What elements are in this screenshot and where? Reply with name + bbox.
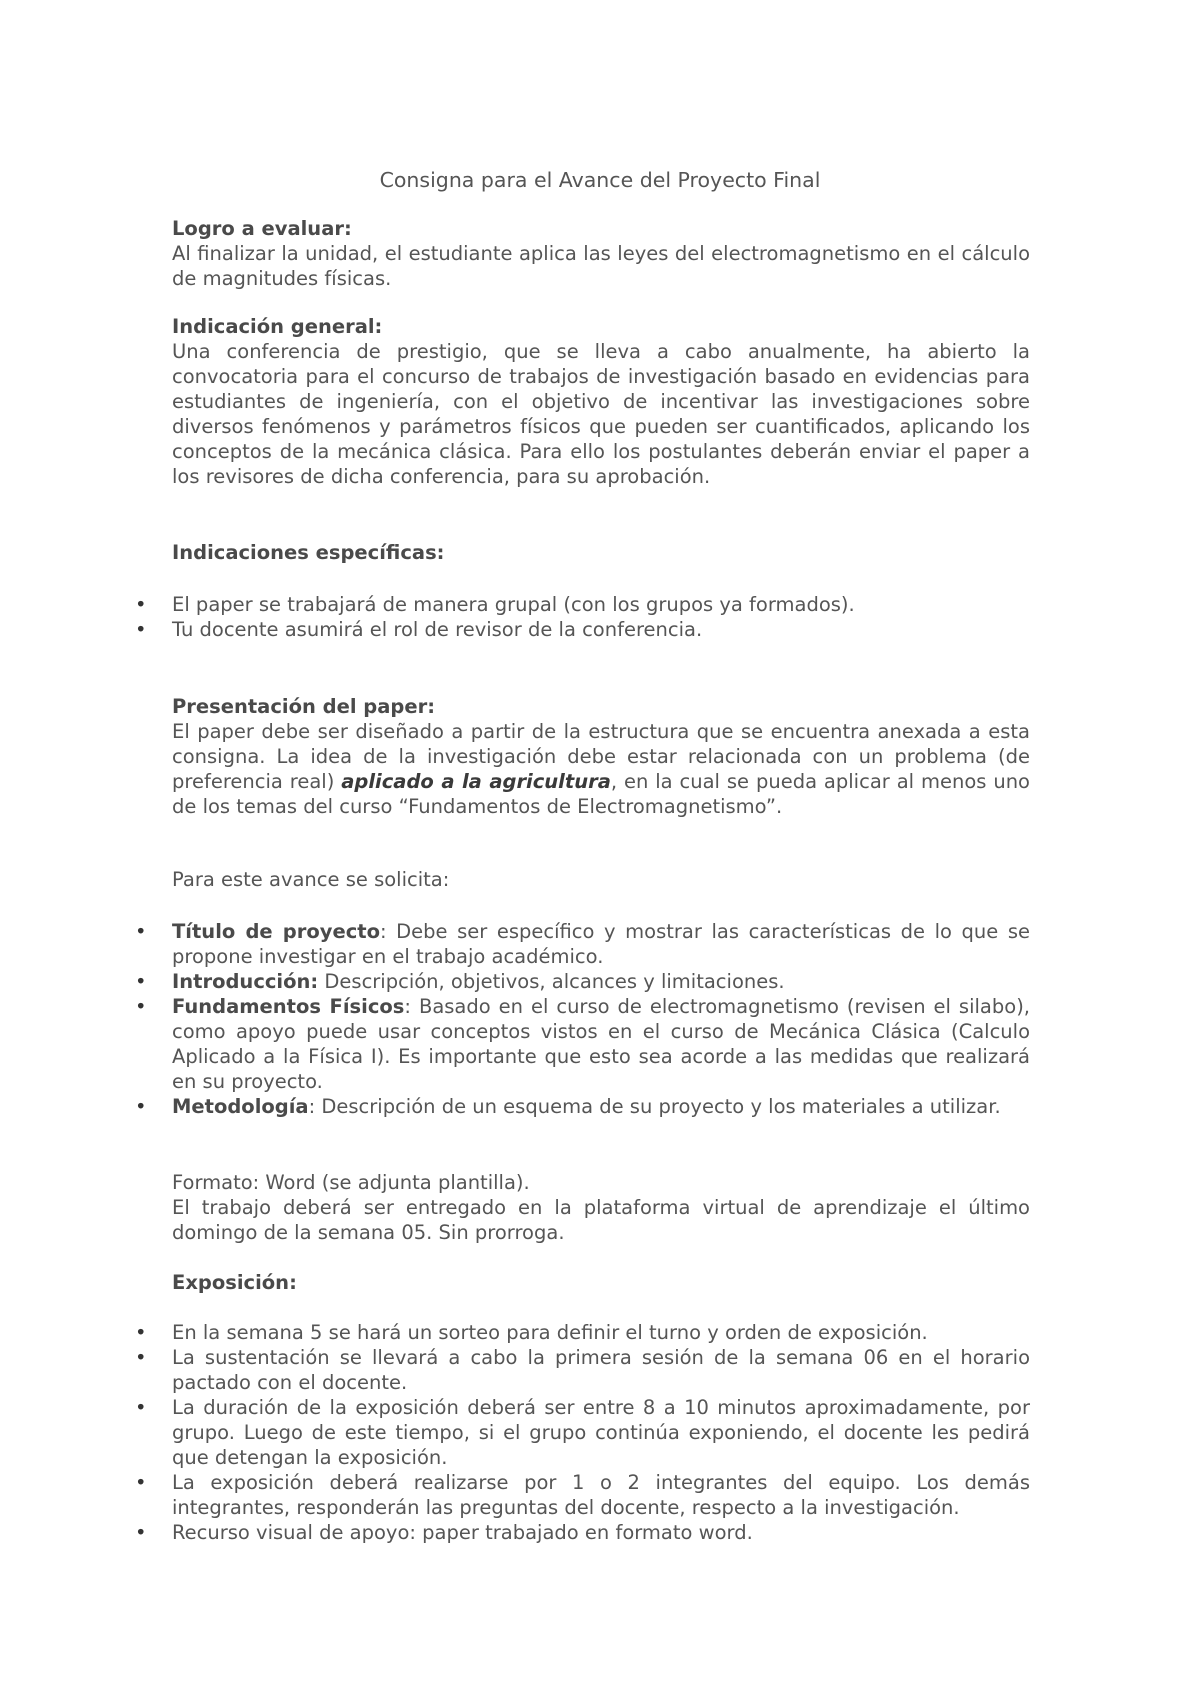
item-text: Descripción, objetivos, alcances y limitaciones. xyxy=(318,970,785,993)
solicita-list-block xyxy=(172,919,1030,1119)
indicacion-general-text: Una conferencia de prestigio, que se lleva a cabo anualmente, ha abierto la convocatoria para el concurso de trabajos de investigación basado en evidencias para estudiantes de ingeniería, con el objetivo de incentivar las investigaciones sobre diversos fenómenos y parámetros físicos que pueden ser cuantificados, aplicando los conceptos de la mecánica clásica. Para ello los postulantes deberán enviar el paper a los revisores de dicha conferencia, para su aprobación. xyxy=(172,340,1030,488)
list-item: • La duración de la exposición deberá ser entre 8 a 10 minutos aproximadamente, por grupo. Luego de este tiempo, si el grupo continúa exponiendo, el docente les pedirá que detengan la exposición. xyxy=(172,1395,1030,1470)
indicaciones-especificas-heading: Indicaciones específicas: xyxy=(172,541,445,564)
presentacion-heading: Presentación del paper: xyxy=(172,695,436,718)
indicacion-general-heading: Indicación general: xyxy=(172,315,383,338)
presentacion-text-after: , en la cual se pueda aplicar al menos uno de los temas del curso “Fundamentos de Electromagnetismo”. xyxy=(172,770,1030,818)
indicaciones-especificas-list-block xyxy=(172,592,1030,642)
item-label: Introducción: xyxy=(172,970,319,993)
indicaciones-especificas-list xyxy=(172,592,1030,642)
logro-text: Al finalizar la unidad, el estudiante aplica las leyes del electromagnetismo en el cálculo de magnitudes físicas. xyxy=(172,242,1030,290)
indicaciones-especificas-heading-block xyxy=(172,540,1030,565)
exposicion-heading: Exposición: xyxy=(172,1271,297,1294)
logro-section xyxy=(172,216,1030,291)
exposicion-heading-block xyxy=(172,1270,1030,1295)
solicita-list xyxy=(172,919,1030,1119)
presentacion-section xyxy=(172,694,1030,819)
list-item xyxy=(172,994,1030,1094)
list-item xyxy=(172,919,1030,969)
presentacion-text-before: El paper debe ser diseñado a partir de la estructura que se encuentra anexada a esta consigna. La idea de la investigación debe estar relacionada con un problema (de preferencia real) xyxy=(172,720,1030,793)
list-item xyxy=(172,969,1030,994)
list-item: • La exposición deberá realizarse por 1 o 2 integrantes del equipo. Los demás integrantes, responderán las preguntas del docente, respecto a la investigación. xyxy=(172,1470,1030,1520)
item-text: : Debe ser específico y mostrar las características de lo que se propone investigar en el trabajo académico. xyxy=(172,920,1030,968)
item-label: Fundamentos Físicos xyxy=(172,995,405,1018)
exposicion-list xyxy=(172,1320,1030,1545)
item-text: : Basado en el curso de electromagnetismo (revisen el silabo), como apoyo puede usar conceptos vistos en el curso de Mecánica Clásica (Calculo Aplicado a la Física I). Es importante que esto sea acorde a las medidas que realizará en su proyecto. xyxy=(172,995,1030,1093)
item-text: : Descripción de un esquema de su proyecto y los materiales a utilizar. xyxy=(308,1095,1001,1118)
formato-block xyxy=(172,1170,1030,1245)
indicacion-general-section xyxy=(172,314,1030,489)
list-item: • En la semana 5 se hará un sorteo para definir el turno y orden de exposición. xyxy=(172,1320,1030,1345)
exposicion-list-block xyxy=(172,1320,1030,1545)
list-item: • Tu docente asumirá el rol de revisor de la conferencia. xyxy=(172,617,1030,642)
logro-heading: Logro a evaluar: xyxy=(172,217,352,240)
solicita-text: Para este avance se solicita: xyxy=(172,868,450,891)
list-item: • El paper se trabajará de manera grupal (con los grupos ya formados). xyxy=(172,592,1030,617)
solicita-block xyxy=(172,867,1030,892)
formato-text: Formato: Word (se adjunta plantilla). xyxy=(172,1171,530,1194)
presentacion-text-emphasis: aplicado a la agricultura xyxy=(341,770,611,793)
item-label: Metodología xyxy=(172,1095,309,1118)
list-item: • La sustentación se llevará a cabo la primera sesión de la semana 06 en el horario pactado con el docente. xyxy=(172,1345,1030,1395)
list-item: • Recurso visual de apoyo: paper trabajado en formato word. xyxy=(172,1520,1030,1545)
item-label: Título de proyecto xyxy=(172,920,380,943)
presentacion-text xyxy=(172,719,1030,819)
entrega-text: El trabajo deberá ser entregado en la plataforma virtual de aprendizaje el último domingo de la semana 05. Sin prorroga. xyxy=(172,1196,1030,1244)
document-title: Consigna para el Avance del Proyecto Final xyxy=(379,168,821,192)
list-item xyxy=(172,1094,1030,1119)
